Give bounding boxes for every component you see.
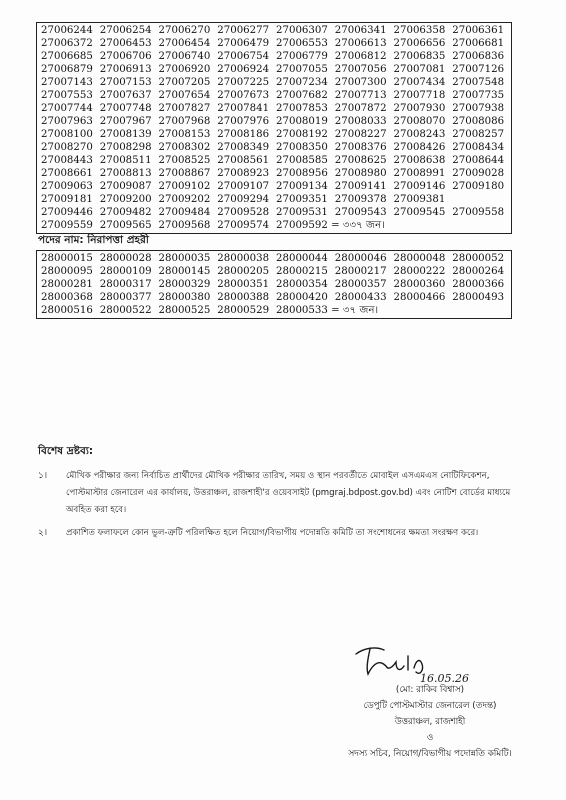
roll-number-cell: 27007300 xyxy=(334,77,387,88)
roll-number-cell: 27008086 xyxy=(452,116,505,127)
roll-number-cell: 28000433 xyxy=(334,292,387,303)
roll-number-cell: 27008270 xyxy=(41,142,93,153)
roll-number-cell: 27006372 xyxy=(41,38,93,49)
roll-row-1 xyxy=(39,167,509,180)
roll-number-cell: 28000145 xyxy=(158,266,211,277)
roll-number-cell: 27007055 xyxy=(276,64,328,75)
roll-number-cell: 28000205 xyxy=(217,266,270,277)
roll-number-cell: 27006270 xyxy=(158,25,211,36)
roll-number-cell: 27008257 xyxy=(452,129,505,140)
roll-row-2 xyxy=(39,265,509,278)
roll-number-cell: 27009294 xyxy=(217,194,270,205)
roll-number-cell: 27007056 xyxy=(334,64,387,75)
roll-number-cell: 27008349 xyxy=(217,142,270,153)
roll-number-cell: 27006879 xyxy=(41,64,93,75)
roll-number-cell: 28000028 xyxy=(99,253,152,264)
roll-number-cell: 27008561 xyxy=(217,155,270,166)
roll-number-cell: 28000351 xyxy=(217,279,270,290)
roll-number-cell: 28000048 xyxy=(393,253,446,264)
roll-number-cell: 28000377 xyxy=(99,292,152,303)
roll-number-cell: 28000360 xyxy=(393,279,446,290)
roll-number-cell: 27008585 xyxy=(276,155,328,166)
roll-number-cell: 27009351 xyxy=(276,194,328,205)
roll-number-cell: 27008033 xyxy=(334,116,387,127)
roll-number-cell: 27007143 xyxy=(41,77,93,88)
roll-number-table-2 xyxy=(36,250,512,319)
roll-number-cell: 27007968 xyxy=(158,116,211,127)
roll-row-1 xyxy=(39,89,509,102)
roll-number-total-cell: 27009592 = ৩৩৭ জন। xyxy=(276,220,385,231)
roll-number-cell: 28000215 xyxy=(276,266,328,277)
signature-date: 16.05.26 xyxy=(420,672,469,684)
roll-number-cell: 27007234 xyxy=(276,77,328,88)
roll-number-cell: 27009574 xyxy=(217,220,270,231)
roll-number-cell: 27009202 xyxy=(158,194,211,205)
roll-number-cell: 27006836 xyxy=(452,51,505,62)
roll-number-cell: 28000052 xyxy=(452,253,505,264)
roll-number-cell: 27006812 xyxy=(334,51,387,62)
roll-number-cell: 27008867 xyxy=(158,168,211,179)
roll-number-cell: 27006706 xyxy=(99,51,152,62)
roll-number-cell: 27007827 xyxy=(158,103,211,114)
roll-number-cell: 27008625 xyxy=(334,155,387,166)
roll-number-cell: 27007673 xyxy=(217,90,270,101)
roll-number-cell: 28000046 xyxy=(334,253,387,264)
roll-row-2 xyxy=(39,291,509,304)
roll-number-table-1 xyxy=(36,22,512,234)
roll-number-cell: 27006277 xyxy=(217,25,270,36)
post-title: পদের নাম: নিরাপত্তা প্রহরী xyxy=(38,234,149,246)
roll-number-cell: 27008139 xyxy=(99,129,152,140)
roll-number-cell: 27007713 xyxy=(334,90,387,101)
roll-number-cell: 27007872 xyxy=(334,103,387,114)
roll-number-cell: 27009446 xyxy=(41,207,93,218)
roll-number-cell: 27007963 xyxy=(41,116,93,127)
roll-row-1 xyxy=(39,141,509,154)
roll-number-cell: 27008070 xyxy=(393,116,446,127)
roll-number-cell: 27007553 xyxy=(41,90,93,101)
roll-number-cell: 28000264 xyxy=(452,266,505,277)
roll-number-cell: 27009531 xyxy=(276,207,328,218)
roll-row-2 xyxy=(39,304,509,317)
roll-number-cell: 27008186 xyxy=(217,129,270,140)
roll-number-cell: 27009559 xyxy=(41,220,93,231)
roll-number-cell: 27009028 xyxy=(452,168,505,179)
roll-number-cell: 27006479 xyxy=(217,38,270,49)
roll-number-cell: 27008813 xyxy=(99,168,152,179)
roll-row-1 xyxy=(39,128,509,141)
roll-row-1 xyxy=(39,102,509,115)
roll-number-cell: 28000035 xyxy=(158,253,211,264)
roll-number-cell: 27009134 xyxy=(276,181,328,192)
note-number-2: ২। xyxy=(38,528,48,538)
roll-number-cell: 27008192 xyxy=(276,129,328,140)
roll-number-cell: 27008991 xyxy=(393,168,446,179)
roll-number-cell: 27008153 xyxy=(158,129,211,140)
roll-number-cell: 27007976 xyxy=(217,116,270,127)
roll-number-cell: 27007126 xyxy=(452,64,505,75)
roll-number-cell: 27007654 xyxy=(158,90,211,101)
roll-row-1 xyxy=(39,50,509,63)
roll-number-cell: 27009545 xyxy=(393,207,446,218)
roll-row-1 xyxy=(39,154,509,167)
empty-cell xyxy=(450,193,509,206)
roll-number-cell: 27007205 xyxy=(158,77,211,88)
roll-number-cell: 28000329 xyxy=(158,279,211,290)
roll-number-cell: 27006754 xyxy=(217,51,270,62)
roll-number-cell: 27009141 xyxy=(334,181,387,192)
roll-number-cell: 27008638 xyxy=(393,155,446,166)
roll-number-cell: 27008443 xyxy=(41,155,93,166)
roll-number-cell: 27008100 xyxy=(41,129,93,140)
note-text-1: মৌখিক পরীক্ষার জন্য নির্বাচিত প্রার্থীদের মৌখিক পরীক্ষার তারিখ, সময় ও স্থান পরবর্তীতে মোবাইল এসএমএস নোটিফিকেশন, পোস্টমাস্টার জেনারেল এর কার্যালয়, উত্তরাঞ্চল, রাজশাহী'র ওয়েবসাইট (pmgraj.bdpost.gov.bd) এবং নোটিশ বোর্ডের মাধ্যমে অবহিত করা হবে। xyxy=(66,471,511,515)
roll-number-cell: 27009484 xyxy=(158,207,211,218)
roll-number-cell: 28000222 xyxy=(393,266,446,277)
roll-number-cell: 27007748 xyxy=(99,103,152,114)
roll-number-grid-1 xyxy=(39,24,509,232)
roll-number-cell: 27007434 xyxy=(393,77,446,88)
roll-number-cell: 27009528 xyxy=(217,207,270,218)
signatory-designation: ডেপুটি পোস্টমাস্টার জেনারেল (তদন্ত) xyxy=(363,701,497,711)
roll-number-cell: 27008376 xyxy=(334,142,387,153)
roll-number-cell: 27008302 xyxy=(158,142,211,153)
roll-number-cell: 27006341 xyxy=(334,25,387,36)
roll-number-cell: 28000368 xyxy=(41,292,93,303)
roll-number-cell: 27006835 xyxy=(393,51,446,62)
note-number-1: ১। xyxy=(38,471,48,481)
roll-number-cell: 27009543 xyxy=(334,207,387,218)
roll-number-cell: 27007930 xyxy=(393,103,446,114)
roll-row-1 xyxy=(39,115,509,128)
roll-number-cell: 27007967 xyxy=(99,116,152,127)
roll-number-cell: 28000466 xyxy=(393,292,446,303)
roll-number-cell: 28000217 xyxy=(334,266,387,277)
roll-number-cell: 27006307 xyxy=(276,25,328,36)
roll-number-cell: 27007735 xyxy=(452,90,505,101)
roll-number-cell: 28000357 xyxy=(334,279,387,290)
roll-number-cell: 27008298 xyxy=(99,142,152,153)
roll-number-cell: 28000015 xyxy=(41,253,93,264)
roll-number-cell: 27006613 xyxy=(334,38,387,49)
roll-number-cell: 27008661 xyxy=(41,168,93,179)
roll-number-cell: 27008923 xyxy=(217,168,270,179)
roll-number-cell: 27008980 xyxy=(334,168,387,179)
roll-number-cell: 27009482 xyxy=(99,207,152,218)
roll-number-cell: 27007153 xyxy=(99,77,152,88)
roll-number-cell: 28000281 xyxy=(41,279,93,290)
roll-row-2 xyxy=(39,278,509,291)
roll-number-cell: 27008644 xyxy=(452,155,505,166)
roll-number-cell: 27006779 xyxy=(276,51,328,62)
roll-number-cell: 28000493 xyxy=(452,292,505,303)
roll-number-cell: 27008525 xyxy=(158,155,211,166)
roll-number-cell: 27009180 xyxy=(452,181,505,192)
roll-row-2 xyxy=(39,252,509,265)
roll-number-cell: 28000095 xyxy=(41,266,93,277)
roll-number-cell: 27007841 xyxy=(217,103,270,114)
roll-number-cell: 27007718 xyxy=(393,90,446,101)
roll-number-cell: 27009558 xyxy=(452,207,505,218)
roll-number-cell: 27007637 xyxy=(99,90,152,101)
roll-number-cell: 28000317 xyxy=(99,279,152,290)
roll-number-cell: 27007225 xyxy=(217,77,270,88)
roll-row-1 xyxy=(39,37,509,50)
roll-number-cell: 28000044 xyxy=(276,253,328,264)
roll-number-cell: 27006740 xyxy=(158,51,211,62)
roll-number-cell: 27007744 xyxy=(41,103,93,114)
roll-number-cell: 27009181 xyxy=(41,194,93,205)
roll-number-cell: 27008019 xyxy=(276,116,328,127)
roll-number-cell: 27008434 xyxy=(452,142,505,153)
roll-number-cell: 28000522 xyxy=(99,305,152,316)
roll-number-cell: 27007938 xyxy=(452,103,505,114)
roll-number-cell: 27006361 xyxy=(452,25,505,36)
roll-number-cell: 27006656 xyxy=(393,38,446,49)
roll-number-cell: 27009107 xyxy=(217,181,270,192)
roll-number-cell: 28000380 xyxy=(158,292,211,303)
roll-number-grid-2 xyxy=(39,252,509,317)
roll-number-total-cell: 28000533 = ৩৭ জন। xyxy=(276,305,379,316)
roll-number-cell: 27008227 xyxy=(334,129,387,140)
roll-number-cell: 27006681 xyxy=(452,38,505,49)
roll-number-cell: 27008426 xyxy=(393,142,446,153)
roll-number-cell: 27006920 xyxy=(158,64,211,75)
roll-number-cell: 27009200 xyxy=(99,194,152,205)
roll-number-cell: 28000529 xyxy=(217,305,270,316)
signatory-office: উত্তরাঞ্চল, রাজশাহী xyxy=(394,717,466,727)
special-note-heading: বিশেষ দ্রষ্টব্য: xyxy=(38,445,94,457)
roll-number-cell: 27006254 xyxy=(99,25,152,36)
roll-number-cell: 28000516 xyxy=(41,305,93,316)
roll-number-cell: 27009063 xyxy=(41,181,93,192)
roll-number-cell: 28000038 xyxy=(217,253,270,264)
roll-number-cell: 27009568 xyxy=(158,220,211,231)
roll-row-1 xyxy=(39,180,509,193)
roll-row-1 xyxy=(39,193,509,206)
roll-number-cell: 28000354 xyxy=(276,279,328,290)
roll-number-cell: 28000109 xyxy=(99,266,152,277)
roll-number-cell: 27006453 xyxy=(99,38,152,49)
roll-number-cell: 27008956 xyxy=(276,168,328,179)
note-text-2: প্রকাশিত ফলাফলে কোন ভুল-ত্রুটি পরিলক্ষিত হলে নিয়োগ/বিভাগীয় পদোন্নতি কমিটি তা সংশোধনের ক্ষমতা সংরক্ষণ করে। xyxy=(66,528,479,538)
roll-number-cell: 28000525 xyxy=(158,305,211,316)
roll-number-cell: 27006924 xyxy=(217,64,270,75)
signatory-name: (মো: রাকিব বিশ্বাস) xyxy=(395,685,465,695)
roll-number-cell: 27006358 xyxy=(393,25,446,36)
roll-number-cell: 27007548 xyxy=(452,77,505,88)
roll-number-cell: 28000388 xyxy=(217,292,270,303)
roll-number-cell: 27009102 xyxy=(158,181,211,192)
roll-number-cell: 27009565 xyxy=(99,220,152,231)
roll-number-cell: 27008243 xyxy=(393,129,446,140)
roll-row-1 xyxy=(39,63,509,76)
roll-number-cell: 27009381 xyxy=(393,194,446,205)
roll-number-cell: 27006553 xyxy=(276,38,328,49)
roll-number-cell: 27007081 xyxy=(393,64,446,75)
roll-row-1 xyxy=(39,206,509,219)
roll-number-cell: 28000420 xyxy=(276,292,328,303)
signatory-committee-role: সদস্য সচিব, নিয়োগ/বিভাগীয় পদোন্নতি কমিটি। xyxy=(348,749,512,759)
roll-row-1 xyxy=(39,76,509,89)
roll-row-1 xyxy=(39,219,509,232)
roll-number-cell: 27006913 xyxy=(99,64,152,75)
roll-row-1 xyxy=(39,24,509,37)
roll-number-cell: 27008350 xyxy=(276,142,328,153)
roll-number-cell: 27007682 xyxy=(276,90,328,101)
roll-number-cell: 28000366 xyxy=(452,279,505,290)
roll-number-cell: 27006244 xyxy=(41,25,93,36)
handwritten-signature xyxy=(350,640,490,684)
roll-number-cell: 27009378 xyxy=(334,194,387,205)
roll-number-cell: 27009146 xyxy=(393,181,446,192)
roll-number-cell: 27006685 xyxy=(41,51,93,62)
roll-number-cell: 27007853 xyxy=(276,103,328,114)
roll-number-cell: 27006454 xyxy=(158,38,211,49)
roll-number-cell: 27008511 xyxy=(99,155,152,166)
signatory-conjunction: ও xyxy=(426,733,434,743)
roll-number-cell: 27009087 xyxy=(99,181,152,192)
